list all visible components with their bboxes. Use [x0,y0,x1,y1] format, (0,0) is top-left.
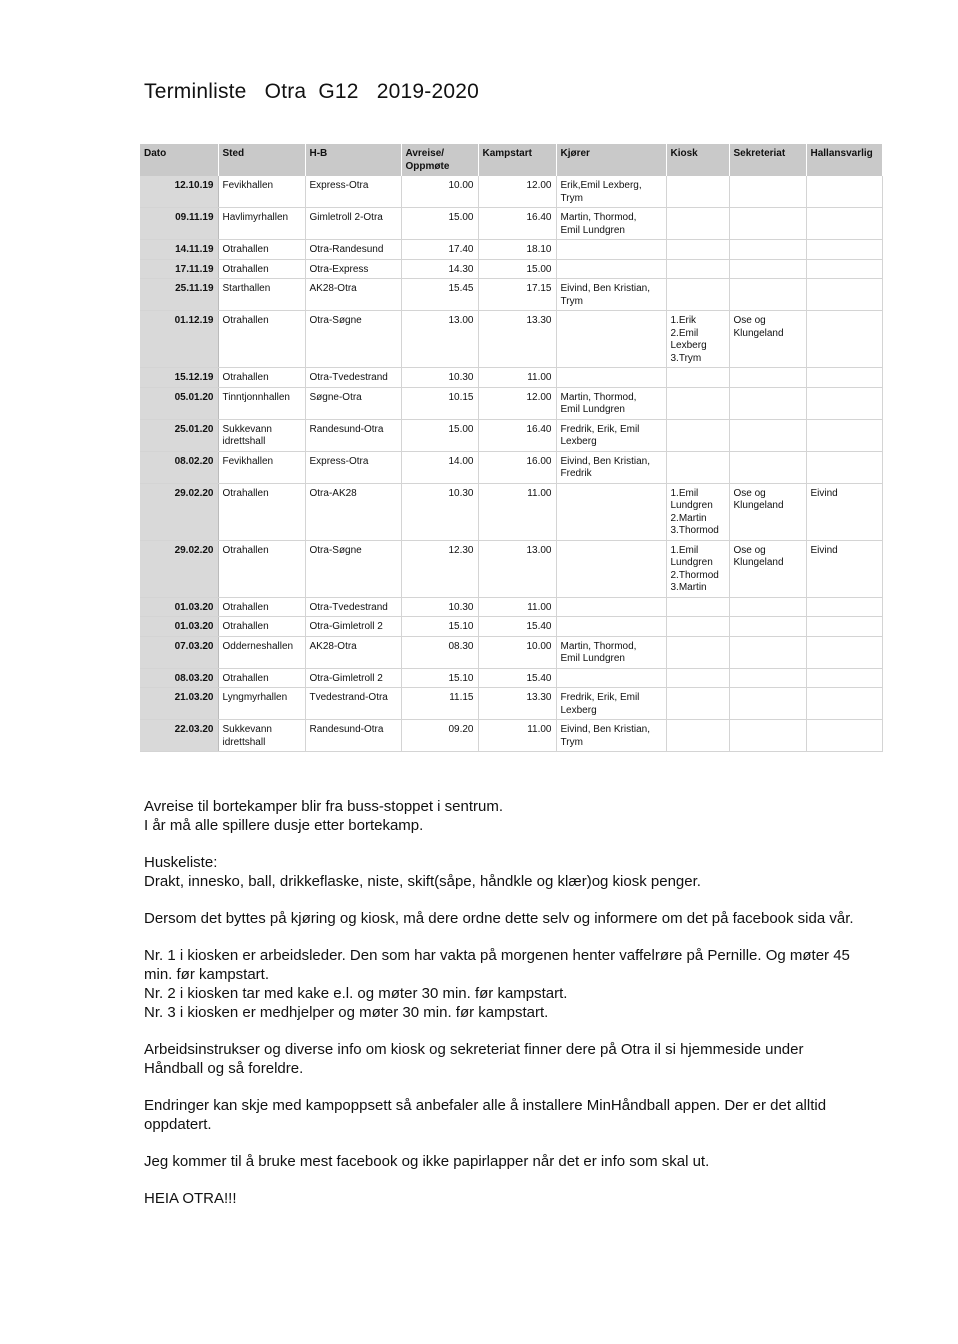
cell-departure: 08.30 [401,636,478,668]
table-row [140,668,882,688]
cell-kiosk [666,279,729,311]
cell-kiosk [666,176,729,208]
cell-secretariat [729,451,806,483]
cell-drivers: Martin, Thormod, Emil Lundgren [556,387,666,419]
cell-venue: Fevikhallen [218,176,305,208]
cell-date: 25.11.19 [140,279,218,311]
cell-hall-responsible [806,368,882,388]
cell-match: Gimletroll 2-Otra [305,208,401,240]
table-row [140,208,882,240]
cell-date: 01.12.19 [140,311,218,368]
cell-venue: Sukkevann idrettshall [218,419,305,451]
cell-drivers: Martin, Thormod, Emil Lundgren [556,208,666,240]
cell-kickoff: 16.40 [478,419,556,451]
cell-match: AK28-Otra [305,279,401,311]
cell-hall-responsible [806,597,882,617]
cell-secretariat: Ose og Klungeland [729,311,806,368]
cell-venue: Tinntjonnhallen [218,387,305,419]
cell-drivers: Erik,Emil Lexberg, Trym [556,176,666,208]
cell-date: 09.11.19 [140,208,218,240]
cell-drivers [556,617,666,637]
cell-departure: 11.15 [401,688,478,720]
cell-kiosk [666,668,729,688]
cell-hall-responsible [806,259,882,279]
cell-drivers [556,483,666,540]
note-facebook: Jeg kommer til å bruke mest facebook og ikke papirlapper når det er info som skal ut. [144,1153,710,1170]
notes-section [144,797,864,1226]
table-row [140,720,882,752]
cell-date: 22.03.20 [140,720,218,752]
cell-drivers: Fredrik, Erik, Emil Lexberg [556,688,666,720]
cell-drivers: Eivind, Ben Kristian, Trym [556,279,666,311]
cell-match: Søgne-Otra [305,387,401,419]
cell-match: Otra-AK28 [305,483,401,540]
table-row [140,688,882,720]
cell-secretariat [729,368,806,388]
cell-kickoff: 16.00 [478,451,556,483]
cell-match: Otra-Søgne [305,311,401,368]
cell-drivers [556,540,666,597]
cell-departure: 17.40 [401,240,478,260]
header-kiosk: Kiosk [666,144,729,176]
cell-departure: 10.30 [401,597,478,617]
cell-venue: Otrahallen [218,617,305,637]
cell-kiosk [666,259,729,279]
cell-match: Otra-Tvedestrand [305,368,401,388]
cell-venue: Odderneshallen [218,636,305,668]
cell-kiosk: 1.Emil Lundgren 2.Martin 3.Thormod [666,483,729,540]
cell-kickoff: 13.30 [478,688,556,720]
cell-drivers [556,668,666,688]
cell-hall-responsible [806,668,882,688]
cell-venue: Havlimyrhallen [218,208,305,240]
cell-drivers [556,240,666,260]
cell-departure: 12.30 [401,540,478,597]
cell-venue: Otrahallen [218,240,305,260]
cell-secretariat [729,617,806,637]
cell-date: 17.11.19 [140,259,218,279]
header-kjorer: Kjører [556,144,666,176]
table-row [140,176,882,208]
table-row [140,311,882,368]
cell-hall-responsible [806,387,882,419]
table-row [140,368,882,388]
cell-drivers: Eivind, Ben Kristian, Fredrik [556,451,666,483]
cell-date: 29.02.20 [140,540,218,597]
cell-match: Otra-Tvedestrand [305,597,401,617]
cell-secretariat: Ose og Klungeland [729,540,806,597]
cell-departure: 09.20 [401,720,478,752]
table-row [140,387,882,419]
cell-kickoff: 13.00 [478,540,556,597]
cell-hall-responsible [806,419,882,451]
cell-date: 25.01.20 [140,419,218,451]
cell-kiosk [666,597,729,617]
cell-date: 29.02.20 [140,483,218,540]
cell-drivers: Fredrik, Erik, Emil Lexberg [556,419,666,451]
cell-match: Otra-Søgne [305,540,401,597]
cell-drivers [556,597,666,617]
cell-hall-responsible [806,636,882,668]
cell-match: Express-Otra [305,451,401,483]
cell-hall-responsible [806,451,882,483]
cell-date: 21.03.20 [140,688,218,720]
cell-venue: Otrahallen [218,368,305,388]
note-departure: Avreise til bortekamper blir fra buss-stoppet i sentrum. I år må alle spillere dusje etter bortekamp. [144,798,504,834]
cell-match: Randesund-Otra [305,720,401,752]
cell-kiosk [666,419,729,451]
cell-venue: Lyngmyrhallen [218,688,305,720]
cell-kiosk [666,240,729,260]
cell-match: Otra-Randesund [305,240,401,260]
note-swapping: Dersom det byttes på kjøring og kiosk, må dere ordne dette selv og informere om det på facebook sida vår. [144,910,854,927]
cell-venue: Otrahallen [218,311,305,368]
schedule-table [140,144,883,752]
cell-secretariat [729,597,806,617]
cell-venue: Otrahallen [218,483,305,540]
cell-secretariat [729,176,806,208]
cell-drivers [556,368,666,388]
cell-venue: Otrahallen [218,668,305,688]
cell-kickoff: 16.40 [478,208,556,240]
header-kampstart: Kampstart [478,144,556,176]
cell-hall-responsible: Eivind [806,483,882,540]
cell-departure: 10.15 [401,387,478,419]
cell-date: 07.03.20 [140,636,218,668]
cell-secretariat [729,240,806,260]
cell-date: 05.01.20 [140,387,218,419]
cell-kiosk [666,636,729,668]
cell-kickoff: 17.15 [478,279,556,311]
cell-departure: 10.30 [401,483,478,540]
cell-kiosk [666,387,729,419]
table-row [140,259,882,279]
cell-hall-responsible [806,176,882,208]
cell-departure: 10.30 [401,368,478,388]
table-row [140,279,882,311]
cell-hall-responsible [806,688,882,720]
cell-kiosk [666,688,729,720]
table-row [140,240,882,260]
cell-kiosk [666,368,729,388]
cell-kickoff: 11.00 [478,597,556,617]
cell-kickoff: 15.40 [478,617,556,637]
header-sekreteriat: Sekreteriat [729,144,806,176]
cell-secretariat [729,279,806,311]
cell-drivers [556,259,666,279]
header-sted: Sted [218,144,305,176]
table-row [140,419,882,451]
cell-kickoff: 15.00 [478,259,556,279]
cell-departure: 14.00 [401,451,478,483]
cell-hall-responsible [806,720,882,752]
cell-kiosk [666,720,729,752]
cell-venue: Fevikhallen [218,451,305,483]
cell-kickoff: 11.00 [478,368,556,388]
cell-date: 12.10.19 [140,176,218,208]
cell-departure: 14.30 [401,259,478,279]
cell-hall-responsible [806,311,882,368]
cell-date: 01.03.20 [140,597,218,617]
cell-kickoff: 12.00 [478,176,556,208]
cell-departure: 15.10 [401,668,478,688]
cell-date: 01.03.20 [140,617,218,637]
cell-date: 08.02.20 [140,451,218,483]
header-dato: Dato [140,144,218,176]
cell-departure: 15.45 [401,279,478,311]
cell-match: Express-Otra [305,176,401,208]
table-row [140,597,882,617]
cell-secretariat [729,387,806,419]
note-kiosk-roles: Nr. 1 i kiosken er arbeidsleder. Den som har vakta på morgenen henter vaffelrøre på Pernille. Og møter 45 min. før kampstart. Nr. 2 i kiosken tar med kake e.l. og møter 30 min. før kampstart. Nr. 3 i kiosken er medhjelper og møter 30 min. før kampstart. [144,947,850,1021]
cell-kiosk: 1.Emil Lundgren 2.Thormod 3.Martin [666,540,729,597]
cell-departure: 15.00 [401,208,478,240]
cell-secretariat [729,419,806,451]
note-cheer: HEIA OTRA!!! [144,1190,237,1207]
cell-departure: 10.00 [401,176,478,208]
cell-hall-responsible [806,617,882,637]
cell-departure: 13.00 [401,311,478,368]
cell-secretariat [729,208,806,240]
cell-venue: Sukkevann idrettshall [218,720,305,752]
table-row [140,540,882,597]
schedule-body [140,176,882,752]
cell-kickoff: 10.00 [478,636,556,668]
cell-hall-responsible [806,279,882,311]
cell-match: Randesund-Otra [305,419,401,451]
table-header-row [140,144,882,176]
table-row [140,636,882,668]
cell-match: Otra-Gimletroll 2 [305,617,401,637]
cell-secretariat [729,668,806,688]
cell-departure: 15.10 [401,617,478,637]
cell-match: AK28-Otra [305,636,401,668]
cell-hall-responsible [806,208,882,240]
note-instructions: Arbeidsinstrukser og diverse info om kiosk og sekreteriat finner dere på Otra il si hjemmeside under Håndball og så foreldre. [144,1041,804,1077]
cell-match: Otra-Gimletroll 2 [305,668,401,688]
table-row [140,451,882,483]
cell-venue: Otrahallen [218,540,305,597]
cell-kickoff: 13.30 [478,311,556,368]
cell-date: 14.11.19 [140,240,218,260]
note-changes: Endringer kan skje med kampoppsett så anbefaler alle å installere MinHåndball appen. Der er det alltid oppdatert. [144,1097,827,1133]
header-hallansvarlig: Hallansvarlig [806,144,882,176]
cell-kiosk: 1.Erik 2.Emil Lexberg 3.Trym [666,311,729,368]
cell-kiosk [666,208,729,240]
cell-kiosk [666,451,729,483]
page-title: Terminliste Otra G12 2019-2020 [144,80,479,103]
note-checklist: Huskeliste: Drakt, innesko, ball, drikkeflaske, niste, skift(såpe, håndkle og klær)og kiosk penger. [144,854,701,890]
header-avreise: Avreise/ Oppmøte [401,144,478,176]
cell-date: 08.03.20 [140,668,218,688]
cell-departure: 15.00 [401,419,478,451]
cell-match: Otra-Express [305,259,401,279]
cell-kickoff: 11.00 [478,720,556,752]
cell-secretariat [729,636,806,668]
cell-hall-responsible [806,240,882,260]
table-row [140,483,882,540]
cell-drivers [556,311,666,368]
cell-date: 15.12.19 [140,368,218,388]
table-row [140,617,882,637]
cell-venue: Starthallen [218,279,305,311]
cell-venue: Otrahallen [218,259,305,279]
cell-secretariat [729,688,806,720]
cell-secretariat: Ose og Klungeland [729,483,806,540]
cell-kickoff: 18.10 [478,240,556,260]
cell-secretariat [729,720,806,752]
cell-drivers: Eivind, Ben Kristian, Trym [556,720,666,752]
cell-secretariat [729,259,806,279]
cell-drivers: Martin, Thormod, Emil Lundgren [556,636,666,668]
cell-kiosk [666,617,729,637]
cell-kickoff: 15.40 [478,668,556,688]
cell-venue: Otrahallen [218,597,305,617]
cell-match: Tvedestrand-Otra [305,688,401,720]
cell-hall-responsible: Eivind [806,540,882,597]
header-hb: H-B [305,144,401,176]
cell-kickoff: 12.00 [478,387,556,419]
cell-kickoff: 11.00 [478,483,556,540]
